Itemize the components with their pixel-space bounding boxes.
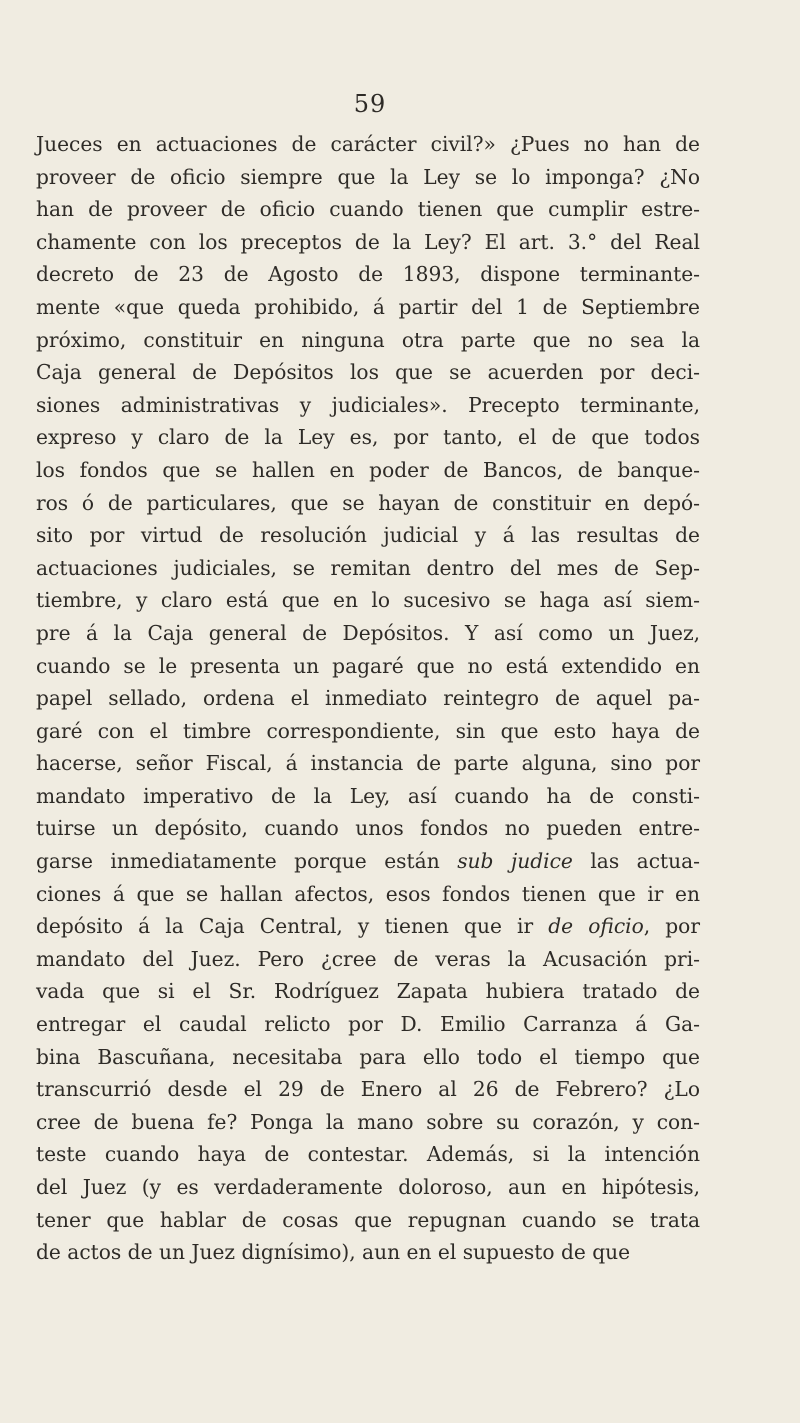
text-line: transcurrió desde el 29 de Enero al 26 de Febrero? ¿Lo <box>36 1077 700 1102</box>
text-line: hacerse, señor Fiscal, á instancia de parte alguna, sino por <box>36 751 700 776</box>
text-line: Jueces en actuaciones de carácter civil?» ¿Pues no han de <box>36 132 700 156</box>
text-line: han de proveer de oficio cuando tienen que cumplir estre- <box>36 197 700 222</box>
text-line: papel sellado, ordena el inmediato reintegro de aquel pa- <box>36 686 700 711</box>
body-text <box>36 128 700 1269</box>
text-line: tener que hablar de cosas que repugnan cuando se trata <box>36 1207 700 1232</box>
text-line: de actos de un Juez dignísimo), aun en el supuesto de que <box>36 1240 631 1265</box>
text-line: teste cuando haya de contestar. Además, si la intención <box>36 1142 700 1167</box>
text-line: bina Bascuñana, necesitaba para ello todo el tiempo que <box>36 1044 700 1069</box>
text-line: próximo, constituir en ninguna otra parte que no sea la <box>36 327 700 352</box>
text-segment: , por <box>643 914 700 939</box>
text-line: expreso y claro de la Ley es, por tanto, el de que todos <box>36 425 700 450</box>
text-line: entregar el caudal relicto por D. Emilio Carranza á Ga- <box>36 1012 700 1037</box>
text-line: mandato del Juez. Pero ¿cree de veras la Acusación pri- <box>36 946 700 971</box>
text-line <box>36 910 700 943</box>
page-number: 59 <box>353 90 387 118</box>
text-line: decreto de 23 de Agosto de 1893, dispone terminante- <box>36 262 700 287</box>
text-line: actuaciones judiciales, se remitan dentro del mes de Sep- <box>36 555 700 580</box>
italic-term: sub judice <box>457 849 573 874</box>
text-line: vada que si el Sr. Rodríguez Zapata hubiera tratado de <box>36 979 700 1004</box>
text-line: proveer de oficio siempre que la Ley se lo imponga? ¿No <box>36 164 700 189</box>
italic-term: de oficio <box>548 914 644 939</box>
text-line: ciones á que se hallan afectos, esos fondos tienen que ir en <box>36 881 700 906</box>
text-line: Caja general de Depósitos los que se acuerden por deci- <box>36 360 700 385</box>
text-line: garé con el timbre correspondiente, sin que esto haya de <box>36 718 700 743</box>
text-line: cuando se le presenta un pagaré que no está extendido en <box>36 653 700 678</box>
text-line: tiembre, y claro está que en lo sucesivo se haga así siem- <box>36 588 700 613</box>
text-line: pre á la Caja general de Depósitos. Y así como un Juez, <box>36 620 700 645</box>
text-segment: las actua- <box>572 849 700 874</box>
text-line: siones administrativas y judiciales». Precepto terminante, <box>36 392 700 417</box>
text-line: chamente con los preceptos de la Ley? El art. 3.° del Real <box>36 229 700 254</box>
text-line: los fondos que se hallen en poder de Bancos, de banque- <box>36 457 700 482</box>
text-line: tuirse un depósito, cuando unos fondos no pueden entre- <box>36 816 700 841</box>
text-line: del Juez (y es verdaderamente doloroso, aun en hipótesis, <box>36 1175 700 1199</box>
text-segment: depósito á la Caja Central, y tienen que ir <box>36 914 549 939</box>
text-line: cree de buena fe? Ponga la mano sobre su corazón, y con- <box>36 1109 700 1134</box>
text-segment: garse inmediatamente porque están <box>36 849 458 874</box>
text-line: mente «que queda prohibido, á partir del 1 de Septiembre <box>36 294 700 319</box>
text-line: mandato imperativo de la Ley, así cuando ha de consti- <box>36 783 700 808</box>
text-line: sito por virtud de resolución judicial y á las resultas de <box>36 523 700 548</box>
text-line <box>36 845 700 878</box>
text-line: ros ó de particulares, que se hayan de constituir en depó- <box>36 490 700 515</box>
